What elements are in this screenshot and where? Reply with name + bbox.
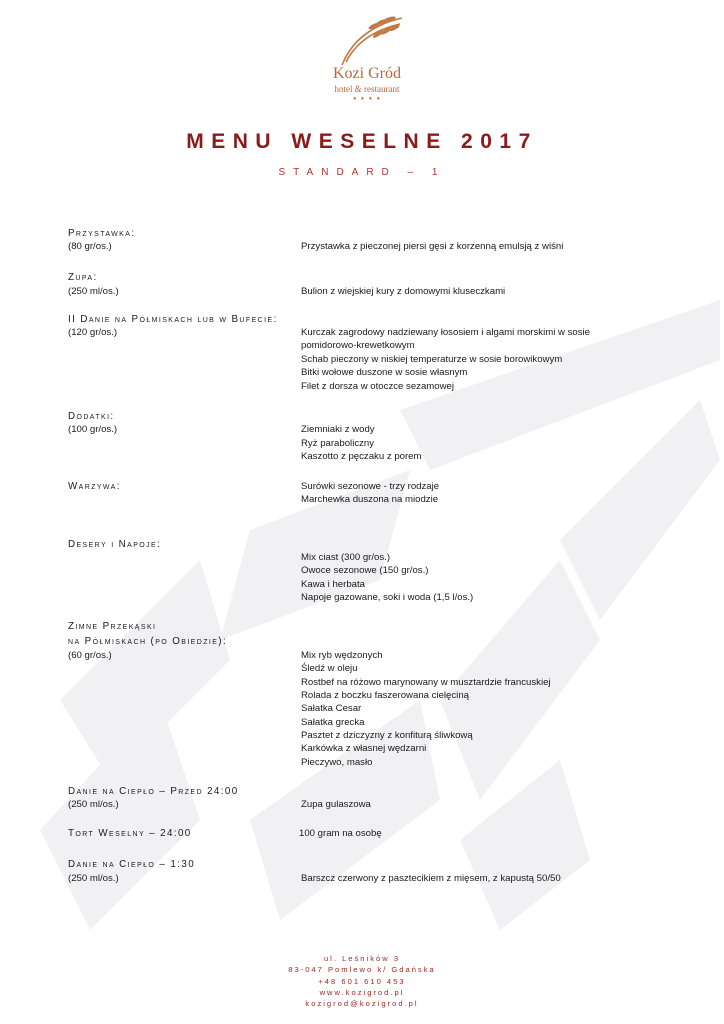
menu-item: Bitki wołowe duszone w sosie własnym [301, 367, 468, 378]
menu-item: Barszcz czerwony z pasztecikiem z mięsem, z kapustą 50/50 [301, 873, 561, 884]
menu-item: Bulion z wiejskiej kury z domowymi kluseczkami [301, 286, 506, 297]
menu-item: Pieczywo, masło [301, 757, 373, 768]
section-heading: Warzywa: [68, 481, 121, 492]
section-portion: (60 gr/os.) [68, 650, 112, 661]
section-portion: (250 ml/os.) [68, 873, 119, 884]
menu-item: Zupa gulaszowa [301, 799, 371, 810]
section-heading: Zupa: [68, 272, 98, 283]
menu-item: Surówki sezonowe - trzy rodzaje [301, 481, 440, 492]
footer-city: 83-047 Pomlewo k/ Gdańska [288, 965, 436, 975]
page-subtitle: STANDARD – 1 [278, 167, 446, 178]
section-heading: Dodatki: [68, 411, 115, 422]
footer-phone[interactable]: +48 601 610 453 [318, 976, 406, 986]
menu-item: Sałatka grecka [301, 717, 365, 728]
section-portion: (80 gr/os.) [68, 241, 112, 252]
menu-item: Napoje gazowane, soki i woda (1,5 l/os.) [301, 592, 474, 603]
wheat-icon [312, 10, 422, 70]
menu-item: 100 gram na osobę [299, 828, 382, 839]
menu-item: Filet z dorsza w otoczce sezamowej [301, 381, 455, 392]
section-heading: Danie na Ciepło – Przed 24:00 [68, 786, 239, 797]
menu-item: Ryż paraboliczny [301, 438, 375, 449]
menu-item: Karkówka z własnej wędzarni [301, 743, 427, 754]
menu-item: Kaszotto z pęczaku z porem [301, 451, 422, 462]
menu-item: Marchewka duszona na miodzie [301, 494, 439, 505]
section-heading: Tort Weselny – 24:00 [68, 828, 192, 839]
section-portion: (100 gr/os.) [68, 424, 118, 435]
section-portion: (250 ml/os.) [68, 799, 119, 810]
page-title: MENU WESELNE 2017 [186, 130, 538, 153]
section-heading: Danie na Ciepło – 1:30 [68, 859, 196, 870]
menu-item: Mix ciast (300 gr/os.) [301, 552, 391, 563]
brand-name: Kozi Gród [333, 65, 401, 82]
section-heading-continued: na Półmiskach (po Obiedzie): [68, 636, 228, 647]
menu-item: Rolada z boczku faszerowana cielęciną [301, 690, 469, 701]
section-portion: (120 gr/os.) [68, 327, 118, 338]
menu-item: Śledź w oleju [301, 663, 358, 674]
section-heading: II Danie na Półmiskach lub w Bufecie: [68, 314, 278, 325]
section-heading: Przystawka: [68, 228, 136, 239]
footer-street: ul. Leśników 3 [323, 954, 401, 963]
menu-item: Sałatka Cesar [301, 703, 362, 714]
menu-item: Mix ryb wędzonych [301, 650, 383, 661]
menu-item: Przystawka z pieczonej piersi gęsi z korzenną emulsją z wiśni [301, 241, 564, 252]
section-heading: Zimne Przekąski [68, 621, 157, 632]
brand-stars: ★ ★ ★ ★ [352, 96, 382, 102]
kozi-grod-logo [312, 10, 422, 110]
menu-item: Rostbef na różowo marynowany w musztardzie francuskiej [301, 677, 551, 688]
footer-contact [0, 953, 724, 1009]
footer-email-link[interactable]: kozigrod@kozigrod.pl [305, 999, 419, 1009]
section-heading: Desery i Napoje: [68, 539, 162, 550]
menu-item: Owoce sezonowe (150 gr/os.) [301, 565, 429, 576]
menu-item: Kurczak zagrodowy nadziewany łososiem i algami morskimi w sosie [301, 327, 590, 338]
menu-item: Pasztet z dziczyzny z konfiturą śliwkową [301, 730, 473, 741]
menu-item: Ziemniaki z wody [301, 424, 375, 435]
menu-item: Kawa i herbata [301, 579, 365, 590]
section-portion: (250 ml/os.) [68, 286, 119, 297]
menu-item: Schab pieczony w niskiej temperaturze w sosie borowikowym [301, 354, 563, 365]
menu-item: pomidorowo-krewetkowym [301, 340, 415, 351]
brand-tagline: hotel & restaurant [334, 84, 400, 94]
footer-website-link[interactable]: www.kozigrod.pl [319, 987, 405, 997]
